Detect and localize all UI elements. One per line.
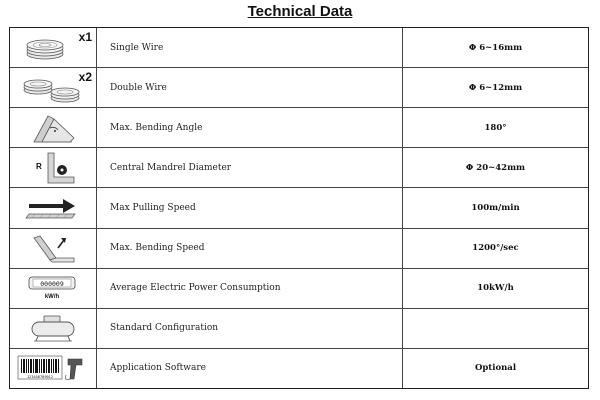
table-row <box>10 188 588 228</box>
icon-cell <box>10 229 97 268</box>
row-value: 10kW/h <box>477 283 514 294</box>
row-label: Double Wire <box>97 68 403 107</box>
barcode-digits: 123456789012 <box>27 375 53 380</box>
bending-speed-icon <box>28 232 78 264</box>
icon-cell <box>10 349 97 388</box>
radius-mark: R <box>36 161 42 171</box>
row-value: Φ 20~42mm <box>465 162 526 173</box>
table-row <box>10 28 588 68</box>
power-meter-icon <box>26 273 80 303</box>
row-value: Φ 6~12mm <box>468 82 523 93</box>
table-row <box>10 68 588 108</box>
table-row <box>10 229 588 269</box>
row-label: Max Pulling Speed <box>97 188 403 227</box>
icon-cell <box>10 309 97 348</box>
row-value <box>403 309 588 348</box>
icon-cell <box>10 108 97 147</box>
wire-coil-double-icon <box>21 72 85 104</box>
icon-cell <box>10 148 97 187</box>
mandrel-icon <box>28 151 78 185</box>
row-value: 100m/min <box>471 202 520 213</box>
row-label: Max. Bending Angle <box>97 108 403 147</box>
row-value: Φ 6~16mm <box>468 42 523 53</box>
table-row <box>10 349 588 388</box>
row-label: Central Mandrel Diameter <box>97 148 403 187</box>
wire-count-badge: x1 <box>78 30 92 44</box>
technical-data-table <box>9 27 589 389</box>
icon-cell <box>10 68 97 107</box>
wire-coil-single-icon <box>23 32 83 64</box>
row-label: Max. Bending Speed <box>97 229 403 268</box>
pulling-arrow-icon <box>23 193 83 223</box>
row-value: Optional <box>474 363 517 374</box>
row-value: 180° <box>484 122 507 133</box>
air-compressor-icon <box>24 312 82 344</box>
row-value: 1200°/sec <box>472 243 519 254</box>
icon-cell <box>10 188 97 227</box>
row-label: Average Electric Power Consumption <box>97 269 403 308</box>
meter-unit: kW/h <box>44 294 60 301</box>
table-row <box>10 108 588 148</box>
row-label: Single Wire <box>97 28 403 67</box>
meter-reading: 000009 <box>40 280 64 289</box>
table-row <box>10 269 588 309</box>
table-row <box>10 309 588 349</box>
icon-cell <box>10 269 97 308</box>
icon-cell <box>10 28 97 67</box>
barcode-scanner-icon <box>16 353 90 383</box>
wire-count-badge: x2 <box>78 70 92 85</box>
bending-angle-icon <box>28 112 78 144</box>
page-title: Technical Data <box>247 3 353 20</box>
table-row <box>10 148 588 188</box>
row-label: Application Software <box>97 349 403 388</box>
row-label: Standard Configuration <box>97 309 403 348</box>
